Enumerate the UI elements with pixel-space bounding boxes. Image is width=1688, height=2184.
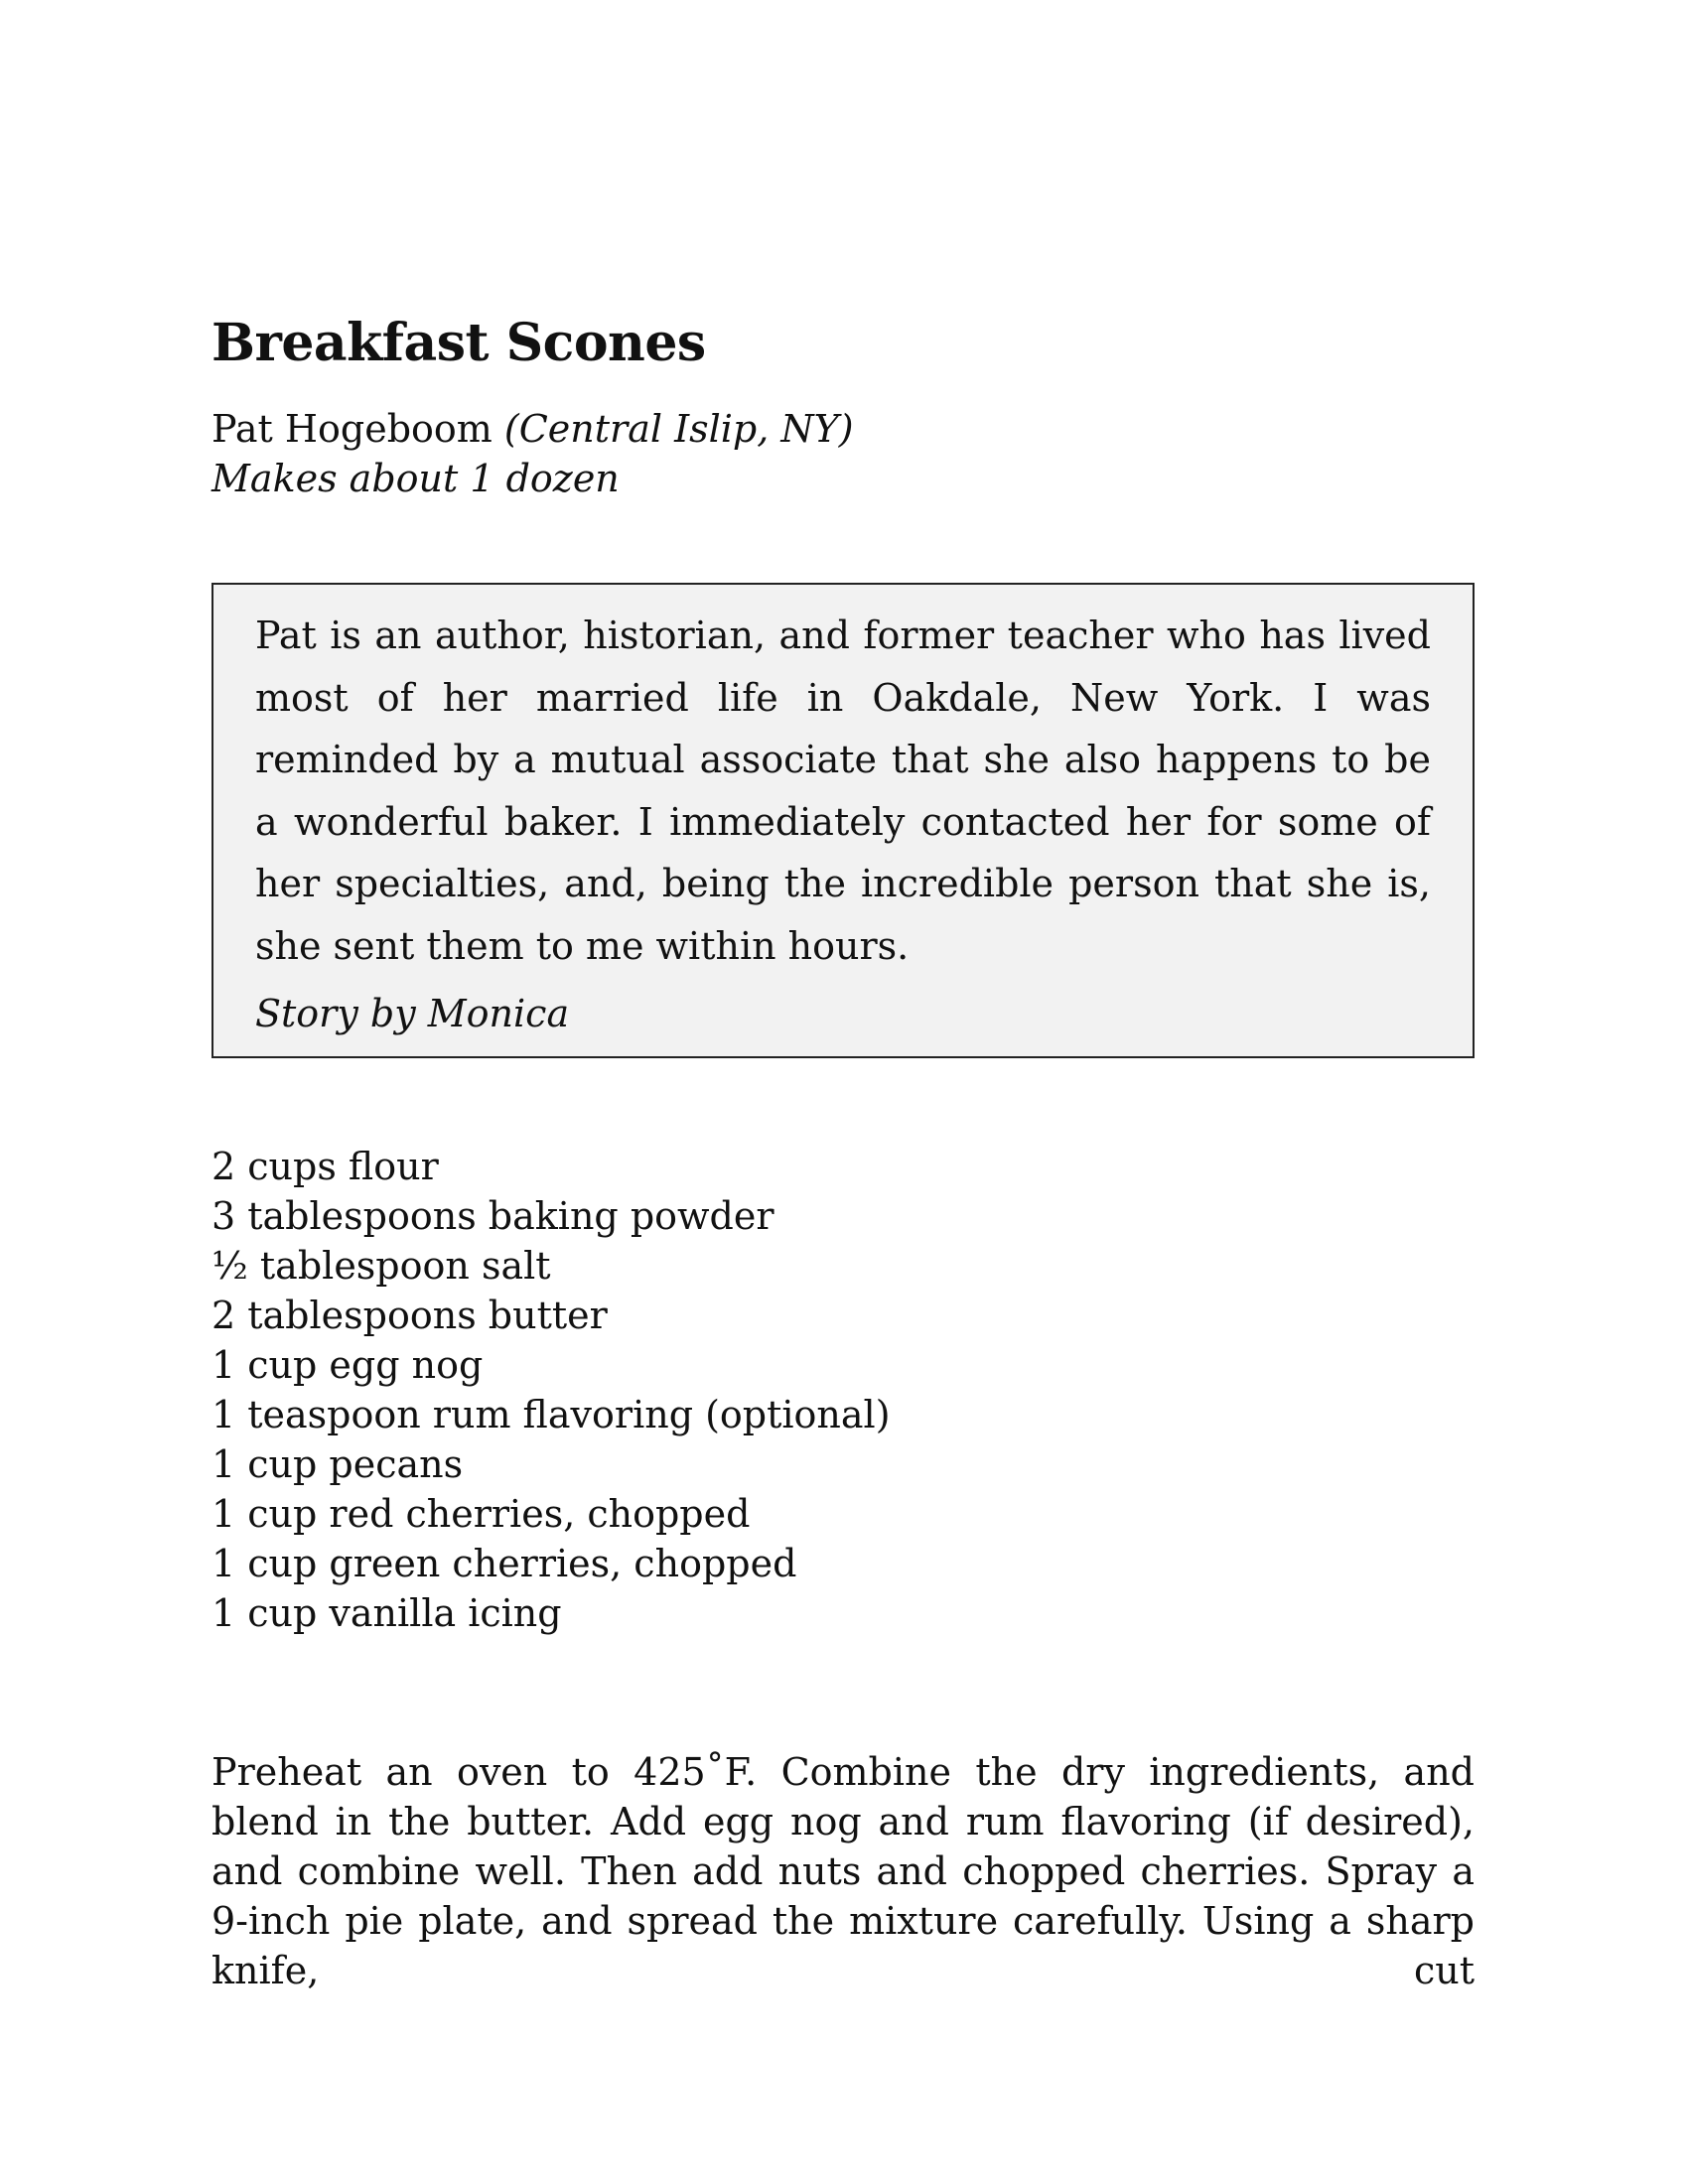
directions-text: Preheat an oven to 425˚F. Combine the dry ingredients, and blend in the butter. Add egg nog and rum flavoring (if desired), and combine well. Then add nuts and chopped cherries. Spray a 9-inch pie plate, and spread the mixture carefully. Using a sharp knife, cut xyxy=(211,1750,1475,1992)
author-line xyxy=(211,404,1475,454)
ingredient-item: 1 teaspoon rum flavoring (optional) xyxy=(211,1393,891,1436)
story-text: Pat is an author, historian, and former teacher who has lived most of her married life in Oakdale, New York. I was reminded by a mutual associate that she also happens to be a wonderful baker. I immediately contacted her for some of her specialties, and, being the incredible person that she is, she sent them to me within hours. xyxy=(255,614,1431,968)
story-box xyxy=(211,583,1475,1058)
ingredient-item: 2 tablespoons butter xyxy=(211,1294,608,1337)
author-location: (Central Islip, NY) xyxy=(503,407,854,451)
ingredient-item: 1 cup red cherries, chopped xyxy=(211,1492,751,1536)
ingredient-item: 1 cup green cherries, chopped xyxy=(211,1542,797,1585)
ingredient-item: ½ tablespoon salt xyxy=(211,1244,551,1288)
recipe-yield: Makes about 1 dozen xyxy=(211,457,620,500)
author-name: Pat Hogeboom xyxy=(211,407,492,451)
ingredient-item: 1 cup vanilla icing xyxy=(211,1591,562,1635)
recipe-meta xyxy=(211,404,1475,503)
ingredient-item: 1 cup pecans xyxy=(211,1442,464,1486)
ingredient-item: 2 cups flour xyxy=(211,1145,439,1188)
story-credit: Story by Monica xyxy=(255,992,570,1035)
ingredients-list xyxy=(211,1142,1475,1638)
ingredient-item: 3 tablespoons baking powder xyxy=(211,1194,774,1238)
recipe-title: Breakfast Scones xyxy=(211,313,706,373)
recipe-page xyxy=(211,313,1475,1995)
ingredient-item: 1 cup egg nog xyxy=(211,1343,484,1387)
